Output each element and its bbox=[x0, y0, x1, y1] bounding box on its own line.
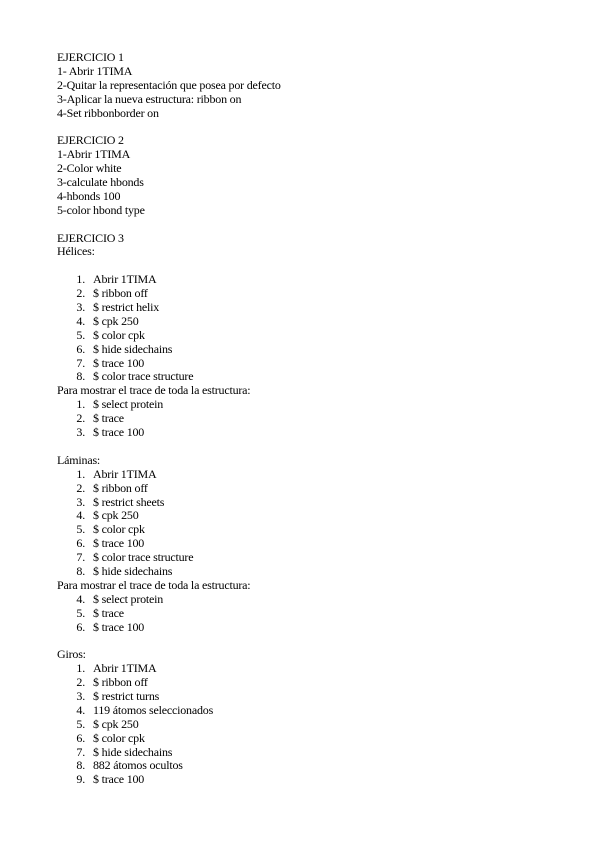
item-number: 5. bbox=[76, 716, 85, 731]
exercise-title: EJERCICIO 1 bbox=[57, 50, 124, 64]
item-number: 3. bbox=[76, 494, 85, 509]
item-text: Abrir 1TIMA bbox=[93, 466, 157, 481]
list-item bbox=[57, 523, 577, 537]
blank-line bbox=[57, 259, 577, 273]
item-number: 1. bbox=[76, 466, 85, 481]
list-item bbox=[57, 607, 577, 621]
item-number: 4. bbox=[76, 591, 85, 606]
instruction-line: 2-Quitar la representación que posea por defecto bbox=[57, 77, 281, 92]
item-text: $ color cpk bbox=[93, 522, 145, 537]
item-number: 4. bbox=[76, 508, 85, 523]
instruction-line: 3-calculate hbonds bbox=[57, 175, 144, 190]
numbered-list bbox=[57, 662, 577, 787]
item-number: 8. bbox=[76, 758, 85, 773]
item-text: $ trace bbox=[93, 605, 124, 620]
list-item bbox=[57, 621, 577, 635]
list-item bbox=[57, 565, 577, 579]
list-item bbox=[57, 690, 577, 704]
item-text: $ cpk 250 bbox=[93, 508, 139, 523]
item-number: 1. bbox=[76, 397, 85, 412]
numbered-list bbox=[57, 273, 577, 384]
item-text: 119 átomos seleccionados bbox=[93, 702, 214, 717]
item-number: 2. bbox=[76, 675, 85, 690]
list-item bbox=[57, 509, 577, 523]
list-item bbox=[57, 759, 577, 773]
item-text: $ color trace structure bbox=[93, 369, 194, 384]
instruction-line: 1- Abrir 1TIMA bbox=[57, 63, 133, 78]
item-text: $ hide sidechains bbox=[93, 341, 173, 356]
item-text: $ ribbon off bbox=[93, 286, 148, 301]
list-item bbox=[57, 426, 577, 440]
item-text: $ restrict sheets bbox=[93, 494, 165, 509]
item-number: 9. bbox=[76, 772, 85, 787]
item-number: 5. bbox=[76, 522, 85, 537]
item-number: 3. bbox=[76, 425, 85, 440]
instruction-line: 3-Aplicar la nueva estructura: ribbon on bbox=[57, 91, 242, 106]
instruction-line: 5-color hbond type bbox=[57, 202, 145, 217]
list-item bbox=[57, 704, 577, 718]
item-number: 1. bbox=[76, 661, 85, 676]
list-item bbox=[57, 273, 577, 287]
turns-section bbox=[57, 648, 577, 787]
instruction-line: 1-Abrir 1TIMA bbox=[57, 147, 131, 162]
item-number: 7. bbox=[76, 355, 85, 370]
item-text: $ trace 100 bbox=[93, 425, 145, 440]
note-text: Para mostrar el trace de toda la estructura: bbox=[57, 383, 251, 398]
item-text: $ hide sidechains bbox=[93, 744, 173, 759]
list-item bbox=[57, 593, 577, 607]
item-text: $ trace 100 bbox=[93, 355, 145, 370]
list-item bbox=[57, 773, 577, 787]
item-number: 4. bbox=[76, 702, 85, 717]
item-text: $ color trace structure bbox=[93, 550, 194, 565]
list-item bbox=[57, 662, 577, 676]
item-text: $ cpk 250 bbox=[93, 716, 139, 731]
item-number: 8. bbox=[76, 369, 85, 384]
document-page bbox=[57, 51, 577, 787]
list-item bbox=[57, 398, 577, 412]
list-item bbox=[57, 551, 577, 565]
item-text: $ restrict helix bbox=[93, 300, 160, 315]
subsection-heading: Hélices: bbox=[57, 244, 95, 259]
exercise-title: EJERCICIO 3 bbox=[57, 230, 124, 245]
item-text: $ color cpk bbox=[93, 730, 145, 745]
instruction-line: 2-Color white bbox=[57, 161, 122, 176]
item-number: 6. bbox=[76, 536, 85, 551]
subsection-heading: Giros: bbox=[57, 647, 86, 662]
exercise-1 bbox=[57, 51, 577, 120]
item-text: $ ribbon off bbox=[93, 480, 148, 495]
item-text: $ hide sidechains bbox=[93, 563, 173, 578]
list-item bbox=[57, 496, 577, 510]
sheets-section bbox=[57, 454, 577, 635]
item-text: Abrir 1TIMA bbox=[93, 661, 157, 676]
item-number: 2. bbox=[76, 411, 85, 426]
exercise-2 bbox=[57, 134, 577, 217]
item-number: 7. bbox=[76, 744, 85, 759]
numbered-list bbox=[57, 398, 577, 440]
list-item bbox=[57, 301, 577, 315]
list-item bbox=[57, 412, 577, 426]
item-number: 6. bbox=[76, 730, 85, 745]
exercise-3 bbox=[57, 232, 577, 440]
numbered-list bbox=[57, 468, 577, 579]
list-item bbox=[57, 343, 577, 357]
item-number: 1. bbox=[76, 272, 85, 287]
list-item bbox=[57, 718, 577, 732]
item-text: 882 átomos ocultos bbox=[93, 758, 183, 773]
list-item bbox=[57, 357, 577, 371]
item-text: $ select protein bbox=[93, 397, 164, 412]
item-number: 2. bbox=[76, 480, 85, 495]
note-text: Para mostrar el trace de toda la estructura: bbox=[57, 577, 251, 592]
item-number: 2. bbox=[76, 286, 85, 301]
list-item bbox=[57, 482, 577, 496]
item-number: 3. bbox=[76, 688, 85, 703]
item-text: $ cpk 250 bbox=[93, 313, 139, 328]
exercise-title: EJERCICIO 2 bbox=[57, 133, 124, 148]
list-item bbox=[57, 287, 577, 301]
list-item bbox=[57, 468, 577, 482]
list-item bbox=[57, 315, 577, 329]
item-text: $ trace 100 bbox=[93, 772, 145, 787]
blank-line bbox=[57, 218, 577, 232]
item-text: $ trace bbox=[93, 411, 124, 426]
item-number: 5. bbox=[76, 605, 85, 620]
item-number: 3. bbox=[76, 300, 85, 315]
list-item bbox=[57, 370, 577, 384]
list-item bbox=[57, 676, 577, 690]
item-text: Abrir 1TIMA bbox=[93, 272, 157, 287]
item-number: 7. bbox=[76, 550, 85, 565]
item-text: $ trace 100 bbox=[93, 619, 145, 634]
item-text: $ select protein bbox=[93, 591, 164, 606]
list-item bbox=[57, 537, 577, 551]
instruction-line: 4-hbonds 100 bbox=[57, 188, 121, 203]
item-number: 6. bbox=[76, 619, 85, 634]
item-text: $ restrict turns bbox=[93, 688, 160, 703]
list-item bbox=[57, 329, 577, 343]
instruction-line: 4-Set ribbonborder on bbox=[57, 105, 159, 120]
item-text: $ ribbon off bbox=[93, 675, 148, 690]
item-number: 6. bbox=[76, 341, 85, 356]
list-item bbox=[57, 732, 577, 746]
item-number: 8. bbox=[76, 563, 85, 578]
item-number: 5. bbox=[76, 327, 85, 342]
numbered-list bbox=[57, 593, 577, 635]
blank-line bbox=[57, 634, 577, 648]
subsection-heading: Láminas: bbox=[57, 452, 101, 467]
list-item bbox=[57, 746, 577, 760]
blank-line bbox=[57, 440, 577, 454]
blank-line bbox=[57, 120, 577, 134]
item-number: 4. bbox=[76, 313, 85, 328]
item-text: $ color cpk bbox=[93, 327, 145, 342]
item-text: $ trace 100 bbox=[93, 536, 145, 551]
